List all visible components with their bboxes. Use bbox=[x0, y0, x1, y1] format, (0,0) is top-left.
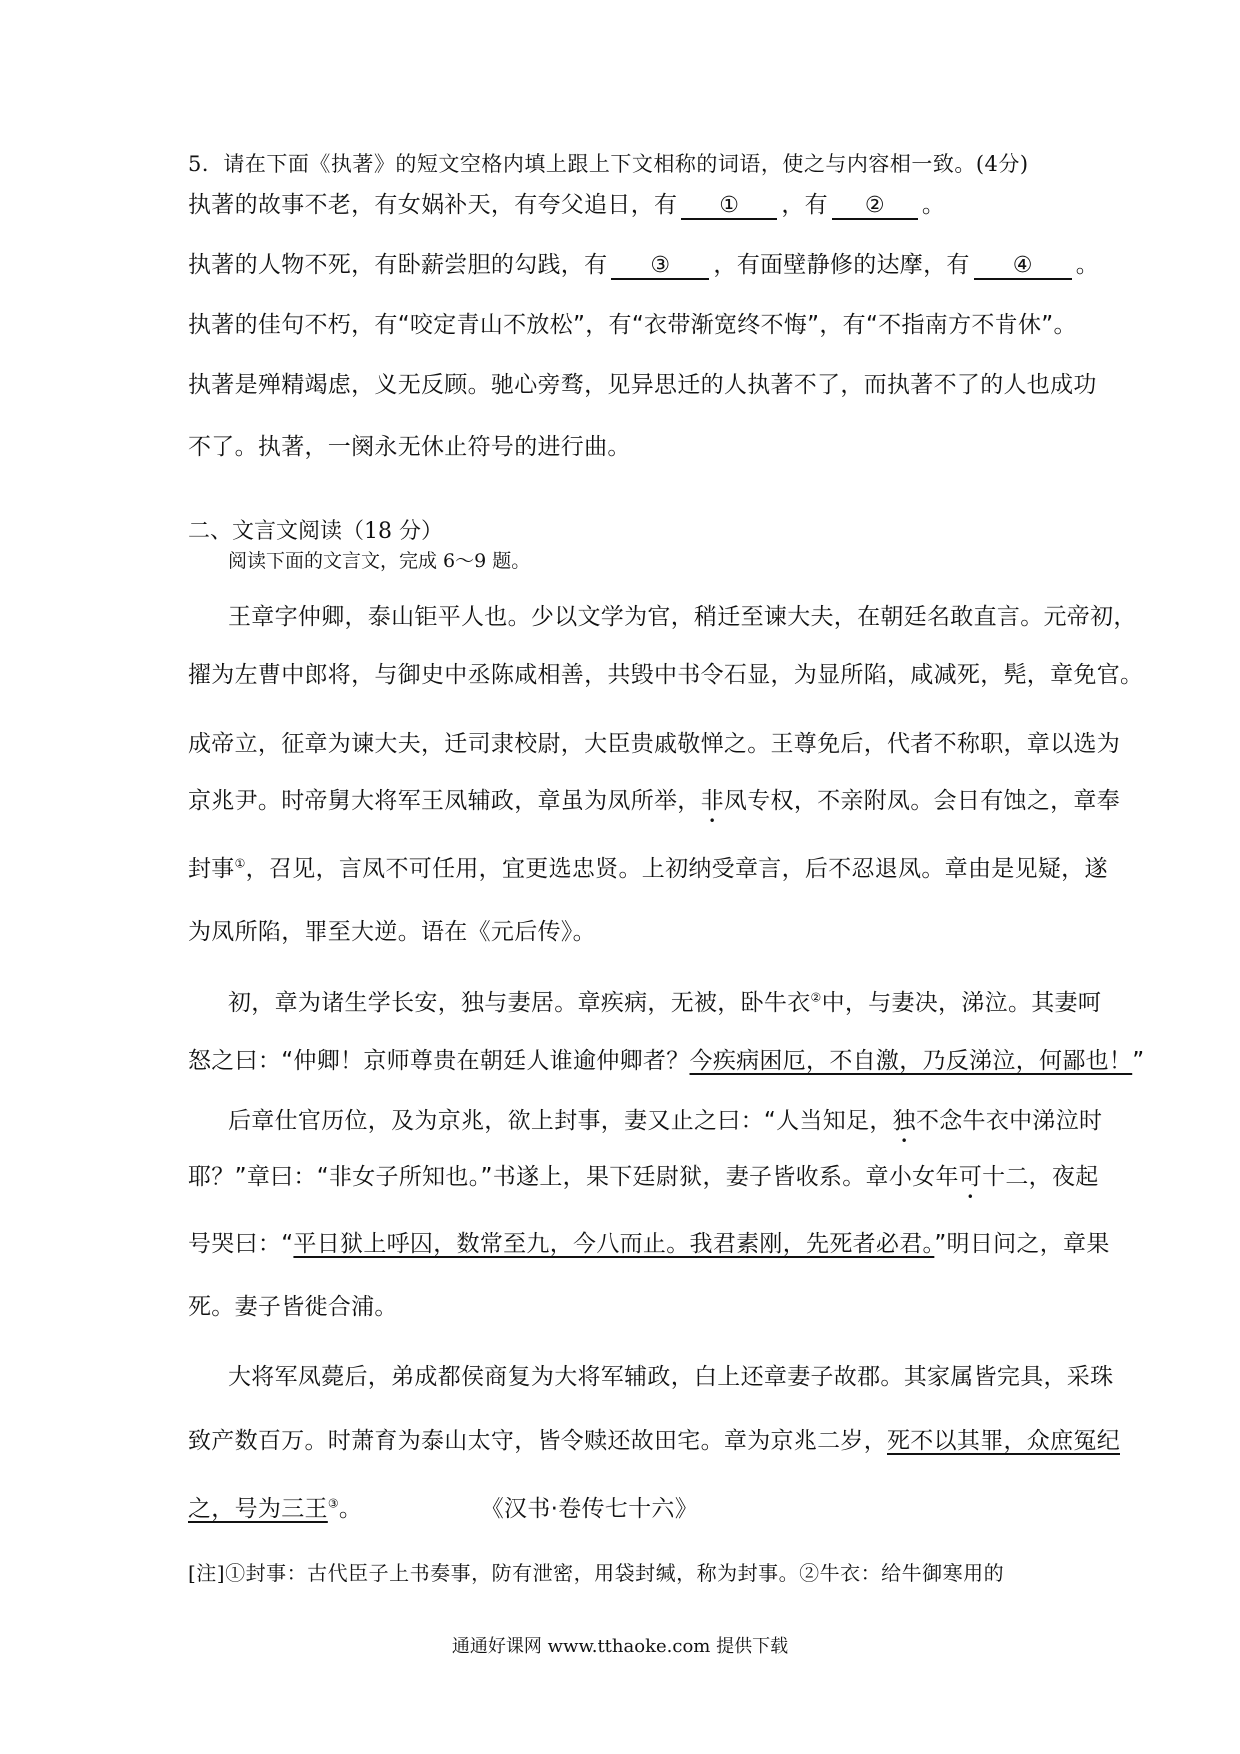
p3-line-2-a: 耶？”章曰：“非女子所知也。”书遂上，果下廷尉狱，妻子皆收系。章小女年 bbox=[188, 1164, 959, 1190]
passage-p1-line-1: 王章字仲卿，泰山钜平人也。少以文学为官，稍迁至谏大夫，在朝廷名敢直言。元帝初， bbox=[228, 604, 1137, 630]
blank-1[interactable] bbox=[681, 193, 777, 220]
passage-p4-line-3 bbox=[188, 1490, 698, 1523]
p3-line-1-b: 不念牛衣中涕泣时 bbox=[915, 1108, 1103, 1134]
dotted-word-fei: 非 bbox=[700, 788, 724, 814]
passage-p1-line-5 bbox=[188, 850, 1108, 883]
p2-line-1-a: 初，章为诸生学长安，独与妻居。章疾病，无被，卧牛衣 bbox=[228, 990, 811, 1016]
blank-4-label: ④ bbox=[1012, 253, 1033, 278]
underlined-sentence-3b: 之，号为三王 bbox=[188, 1496, 328, 1522]
dotted-word-du: 独 bbox=[892, 1108, 916, 1134]
passage-p3-line-3 bbox=[188, 1225, 1110, 1258]
passage-p3-line-4: 死。妻子皆徙合浦。 bbox=[188, 1294, 398, 1320]
blank-4[interactable] bbox=[974, 253, 1072, 280]
q5-line-1-text-b: ，有 bbox=[781, 192, 828, 218]
underlined-sentence-1: 今疾病困厄，不自激，乃反涕泣，何鄙也！ bbox=[689, 1048, 1133, 1074]
blank-1-label: ① bbox=[719, 193, 740, 218]
section-2-title: 二、文言文阅读（18 分） bbox=[188, 519, 443, 544]
footnote: [注]①封事：古代臣子上书奏事，防有泄密，用袋封缄，称为封事。②牛衣：给牛御寒用的 bbox=[188, 1561, 1005, 1585]
q5-line-1 bbox=[188, 186, 945, 220]
q5-line-2-text-c: 。 bbox=[1075, 252, 1100, 278]
p1-line-4-a: 京兆尹。时帝舅大将军王凤辅政，章虽为凤所举， bbox=[188, 788, 701, 814]
p3-line-1-a: 后章仕官历位，及为京兆，欲上封事，妻又止之曰：“人当知足， bbox=[228, 1108, 893, 1134]
p1-line-5-b: ，召见，言凤不可任用，宜更选忠贤。上初纳受章言，后不忍退凤。章由是见疑，遂 bbox=[245, 856, 1108, 882]
passage-p3-line-1 bbox=[228, 1102, 1102, 1148]
q5-line-1-text-c: 。 bbox=[921, 192, 946, 218]
q5-line-2-text-a: 执著的人物不死，有卧薪尝胆的勾践，有 bbox=[188, 252, 608, 278]
blank-2-label: ② bbox=[864, 193, 885, 218]
dotted-word-ke: 可 bbox=[958, 1164, 983, 1190]
passage-p2-line-2 bbox=[188, 1042, 1144, 1075]
passage-p4-line-1: 大将军凤薨后，弟成都侯商复为大将军辅政，白上还章妻子故郡。其家属皆完具，采珠 bbox=[228, 1364, 1114, 1390]
passage-p1-line-6: 为凤所陷，罪至大逆。语在《元后传》。 bbox=[188, 919, 596, 945]
p2-line-2-b: ” bbox=[1132, 1048, 1145, 1074]
p1-line-4-b: 凤专权，不亲附凤。会日有蚀之，章奉 bbox=[723, 788, 1121, 814]
q5-line-1-text-a: 执著的故事不老，有女娲补天，有夸父追日，有 bbox=[188, 192, 678, 218]
p3-line-3-a: 号哭曰：“ bbox=[188, 1231, 294, 1257]
blank-2[interactable] bbox=[832, 193, 918, 220]
p2-line-1-b: 中，与妻决，涕泣。其妻呵 bbox=[821, 990, 1102, 1016]
passage-p3-line-2 bbox=[188, 1158, 1099, 1204]
p3-line-2-b: 十二，夜起 bbox=[982, 1164, 1099, 1190]
q5-line-5: 不了。执著，一阕永无休止符号的进行曲。 bbox=[188, 434, 631, 460]
p4-line-2-a: 致产数百万。时萧育为泰山太守，皆令赎还故田宅。章为京兆二岁， bbox=[188, 1428, 887, 1454]
blank-3-label: ③ bbox=[650, 253, 671, 278]
passage-p2-line-1 bbox=[228, 984, 1101, 1017]
question-5-prompt: 5．请在下面《执著》的短文空格内填上跟上下文相称的词语，使之与内容相一致。(4分) bbox=[188, 152, 1029, 176]
p1-line-5-a: 封事 bbox=[188, 856, 235, 882]
page-footer: 通通好课网 www.tthaoke.com 提供下载 bbox=[451, 1636, 789, 1657]
note-ref-1: ① bbox=[234, 856, 246, 871]
q5-line-4: 执著是殚精竭虑，义无反顾。驰心旁骛，见异思迁的人执著不了，而执著不了的人也成功 bbox=[188, 372, 1097, 398]
q5-line-2 bbox=[188, 246, 1099, 280]
source-citation: 《汉书·卷传七十六》 bbox=[492, 1496, 698, 1522]
blank-3[interactable] bbox=[611, 253, 709, 280]
passage-p4-line-2 bbox=[188, 1422, 1120, 1455]
underlined-sentence-2: 平日狱上呼囚，数常至九，今八而止。我君素刚，先死者必君。 bbox=[293, 1231, 935, 1257]
passage-p1-line-3: 成帝立，征章为谏大夫，迁司隶校尉，大臣贵戚敬惮之。王尊免后，代者不称职，章以选为 bbox=[188, 731, 1120, 757]
p3-line-3-b: ”明日问之，章果 bbox=[934, 1231, 1110, 1257]
underlined-sentence-3a: 死不以其罪，众庶冤纪 bbox=[887, 1428, 1120, 1454]
passage-p1-line-4 bbox=[188, 782, 1120, 828]
q5-line-3: 执著的佳句不朽，有“咬定青山不放松”，有“衣带渐宽终不悔”，有“不指南方不肯休”。 bbox=[188, 312, 1077, 338]
note-ref-2: ② bbox=[810, 990, 822, 1005]
passage-p1-line-2: 擢为左曹中郎将，与御史中丞陈咸相善，共毁中书令石显，为显所陷，咸减死，髡，章免官。 bbox=[188, 662, 1144, 688]
p4-line-3-b: 。 bbox=[338, 1496, 363, 1522]
p2-line-2-a: 怒之曰：“仲卿！京师尊贵在朝廷人谁逾仲卿者？ bbox=[188, 1048, 690, 1074]
section-2-instruction: 阅读下面的文言文，完成 6～9 题。 bbox=[228, 550, 531, 572]
q5-line-2-text-b: ，有面壁静修的达摩，有 bbox=[713, 252, 970, 278]
note-ref-3: ③ bbox=[327, 1496, 339, 1511]
